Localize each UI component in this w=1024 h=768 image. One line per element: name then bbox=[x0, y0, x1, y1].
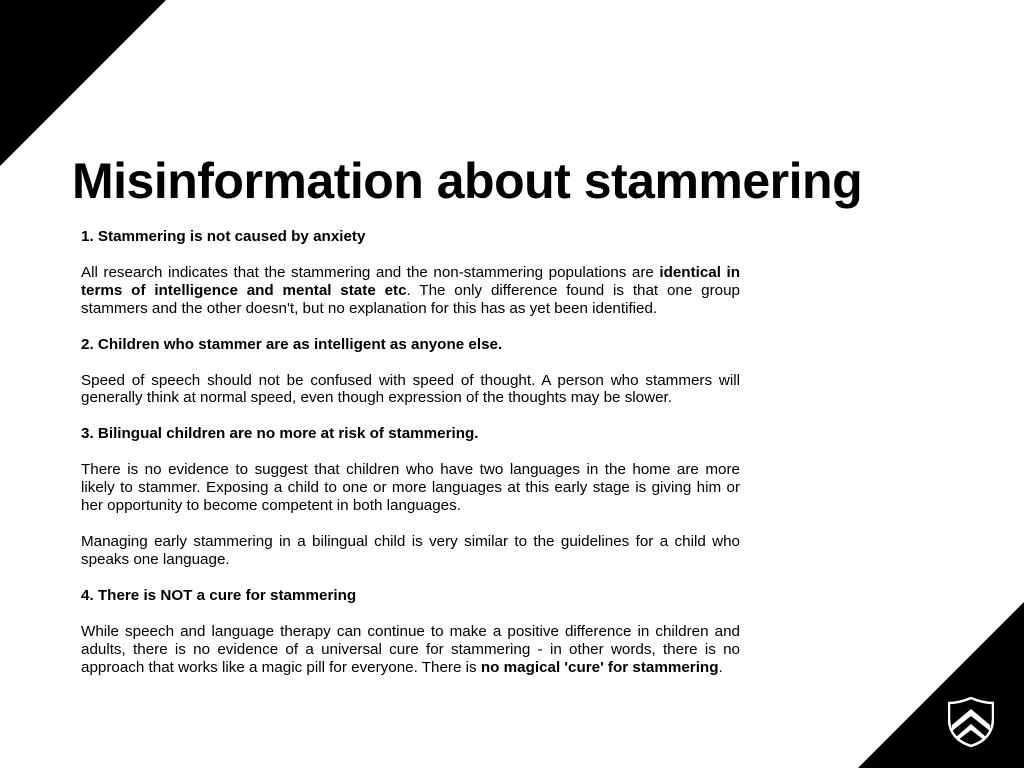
point-4-text-end: . bbox=[718, 658, 723, 676]
slide-title: Misinformation about stammering bbox=[72, 153, 863, 209]
point-2-paragraph: Speed of speech should not be confused with speed of thought. A person who stammers will generally think at normal speed, even though expression of the thoughts may be slower. bbox=[81, 371, 740, 407]
point-3-paragraph-2: Managing early stammering in a bilingual child is very similar to the guidelines for a child who speaks one language. bbox=[81, 532, 740, 568]
point-1-text-end: . The only difference found is that one group stammers and the other doesn't, but no explanation for this has as yet been identified. bbox=[81, 281, 740, 317]
bottom-right-corner-decoration bbox=[858, 602, 1024, 768]
point-1-text-start: All research indicates that the stammering and the non-stammering populations are bbox=[81, 263, 660, 281]
point-1-heading: 1. Stammering is not caused by anxiety bbox=[81, 228, 366, 245]
point-4-heading: 4. There is NOT a cure for stammering bbox=[81, 586, 357, 604]
point-4-emphasis: no magical 'cure' for stammering bbox=[480, 658, 719, 676]
point-4-paragraph bbox=[81, 623, 740, 677]
shield-logo-icon bbox=[948, 697, 994, 747]
top-left-corner-decoration bbox=[0, 0, 166, 166]
point-2-heading: 2. Children who stammer are as intelligent as anyone else. bbox=[81, 335, 503, 353]
point-4-text-start: While speech and language therapy can continue to make a positive difference in children and adults, there is no evidence of a universal cure for stammering - in other words, there is no approach that works like a magic pill for everyone. There is bbox=[81, 622, 740, 676]
point-3-heading: 3. Bilingual children are no more at risk of stammering. bbox=[81, 425, 479, 443]
slide-body bbox=[81, 228, 740, 676]
point-1-emphasis: identical in terms of intelligence and mental state etc bbox=[81, 263, 740, 299]
point-1-paragraph bbox=[81, 264, 740, 318]
point-3-paragraph-1: There is no evidence to suggest that children who have two languages in the home are more likely to stammer. Exposing a child to one or more languages at this early stage is giving him or her opportunity to become competent in both languages. bbox=[81, 461, 740, 515]
